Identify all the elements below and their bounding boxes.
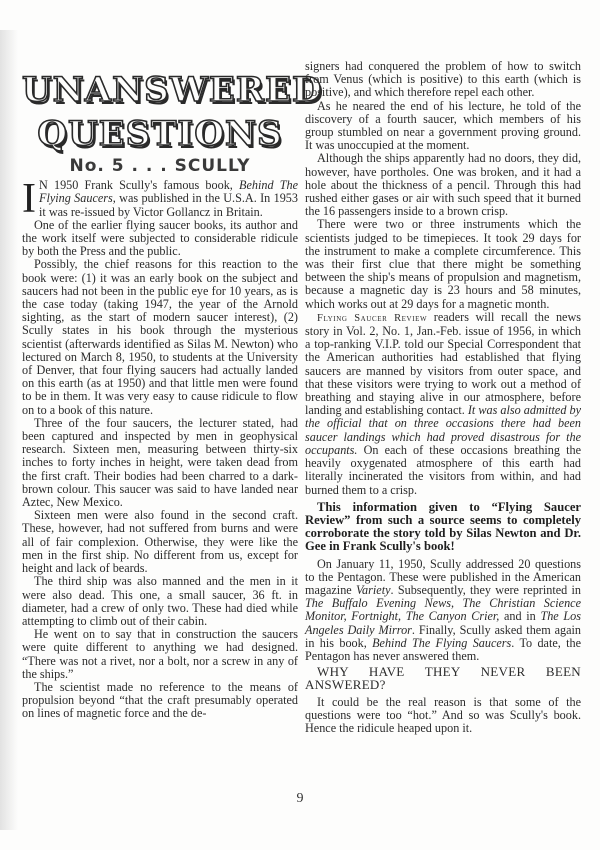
paragraph: signers had conquered the problem of how to switch from Venus (which is positive) to this earth (which is positive), and which therefore repel each other. [305,59,581,100]
italic-text: It was also admitted by the official that on three occasions there had been saucer landings which had proved disastrous for the occupants. [305,403,581,457]
text-span: On each of these occasions breathing the heavily oxygenated atmosphere of this earth had literally incinerated the visitors from within, and had burned them to a crisp. [305,442,581,497]
paragraph-intro [22,176,298,223]
italic-text: Variety [355,582,391,597]
italic-text: The Buffalo Evening News, The Christian Science Monitor, Fortnight, The Canyon Crier, [305,596,581,624]
left-column [22,68,323,721]
italic-text: The Los Angeles Daily Mirror [305,609,581,637]
italic-text: Behind The Flying Saucers [372,635,512,650]
article-title [22,68,323,176]
highlight-paragraph: This information given to “Flying Saucer Review” from such a source seems to completely corroborate the story told by Silas Newton and Dr. Gee in Frank Scully's book! [305,499,581,554]
paragraph [305,311,581,497]
text-span: readers will recall the news story in Vol. 2, No. 1, Jan.-Feb. issue of 1956, in which a top-ranking V.I.P. told our Special Correspondent that the American authorities had established that flying saucers are manned by visitors from outer space, and that these visitors were trying to work out a method of breathing and staying alive in our atmosphere, before landing and establishing contact. [305,309,581,418]
drop-cap: I [22,176,36,223]
page-number: 9 [296,791,304,806]
paragraph: There were two or three instruments which the scientists judged to be timepieces. It took 29 days for the instrument to make a complete circumference. This was their first clue that there might be something between the ship's means of propulsion and magnetism, because a magnetic day is 23 hours and 58 minutes, which works out at 29 days for a magnetic month. [305,217,581,311]
text-span: N 1950 Frank Scully's famous book, [39,178,240,193]
text-span: On January 11, 1950, Scully addressed 20 questions to the Pentagon. These were published in the American magazine [305,556,581,597]
paragraph [305,558,581,664]
page-edge-shadow [0,30,18,830]
title-line-1: UNANSWERED [22,70,323,110]
text-span: . Finally, Scully asked them again in his book, [305,622,581,650]
paragraph: The scientist made no reference to the means of propulsion beyond “that the craft presumably operated on lines of magnetic force and the de- [22,679,298,721]
book-title: Behind The Flying Saucers, [39,178,298,206]
text-span: . To date, the Pentagon has never answered them. [305,635,582,663]
right-column [305,60,581,735]
paragraph: It could be the real reason is that some of the questions were too “hot.” And so was Scully's book. Hence the ridicule heaped upon it. [305,694,581,735]
paragraph: The third ship was also manned and the men in it were also dead. This one, a small saucer, 36 ft. in diameter, had a crew of only two. These had died while attempting to climb out of their cabin. [22,574,298,628]
paragraph: Three of the four saucers, the lecturer stated, had been captured and inspected by men in geophysical research. Sixteen men, measuring between thirty-six inches to forty inches in height, were taken dead from the first craft. Their bodies had been charred to a dark-brown colour. This saucer was said to have landed near Aztec, New Mexico. [22,415,298,510]
text-span: and in [499,609,541,624]
paragraph: As he neared the end of his lecture, he told of the discovery of a fourth saucer, which members of his group stumbled on near a government proving ground. It was unoccupied at the moment. [305,98,581,153]
paragraph: Although the ships apparently had no doors, they did, however, have portholes. One was broken, and it had a hole about the thickness of a pencil. Through this had rushed either gases or air with such speed that it burned the 16 passengers inside to a brown crisp. [305,151,581,219]
magazine-name: Flying Saucer Review [317,312,428,324]
text-span: was published in the U.S.A. In 1953 it was re-issued by Victor Gollancz in Britain. [39,191,298,219]
title-line-2: QUESTIONS [37,114,283,154]
section-heading-line-1: WHY HAVE THEY NEVER BEEN [317,664,581,680]
text-span: . Subsequently, they were reprinted in [390,582,581,597]
paragraph: Possibly, the chief reasons for this reaction to the book were: (1) it was an early book on the subject and saucers had not been in the public eye for 10 years, as is the case today (taking 1947, the year of the Arnold sighting, as the start of modern saucer interest), (2) Scully states in his book through the mysterious scientist (afterwards identified as Silas M. Newton) who lectured on March 8, 1950, to students at the University of Denver, that four flying saucers had actually landed on this earth (as at 1950) and that little men were found to be in them. It was very easy to cause ridicule to flow on to a book of this nature. [22,257,298,417]
article-subtitle: No. 5 . . . SCULLY [69,156,251,176]
section-heading-line-2: ANSWERED? [305,677,386,693]
paragraph: He went on to say that in construction the saucers were quite different to anything we had designed. “There was not a rivet, nor a bolt, nor a screw in any of the ships.” [22,627,298,681]
paragraph: One of the earlier flying saucer books, its author and the work itself were subjected to considerable ridicule by both the Press and the public. [22,217,298,259]
paragraph: Sixteen men were also found in the second craft. These, however, had not suffered from burns and were all of fair complexion. Otherwise, they were like the men in the first ship. No different from us, except for height and lack of beards. [22,508,298,576]
